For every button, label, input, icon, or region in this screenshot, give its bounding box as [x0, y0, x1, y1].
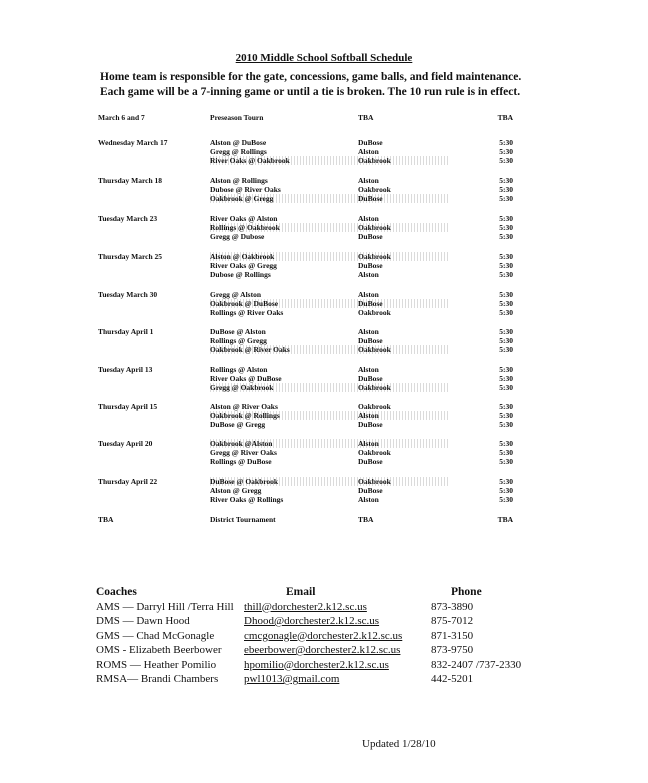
time-text: 5:30: [499, 290, 513, 299]
site-text: Alston: [358, 176, 379, 185]
site-text: Alston: [358, 270, 379, 279]
game-line: [210, 308, 513, 317]
game-line: [210, 147, 513, 156]
games-list: [210, 515, 513, 524]
site-text: Oakbrook: [358, 223, 391, 232]
site-text: Alston: [358, 439, 379, 448]
game-line: [210, 156, 513, 165]
site-text: Oakbrook: [358, 383, 391, 392]
game-line: [210, 486, 513, 495]
time-text: 5:30: [499, 420, 513, 429]
site-text: Alston: [358, 147, 379, 156]
games-list: [210, 252, 513, 279]
coach-email-link[interactable]: hpomilio@dorchester2.k12.sc.us: [244, 658, 389, 671]
site-text: Oakbrook: [358, 345, 391, 354]
matchup-text: River Oaks @ DuBose: [210, 374, 282, 383]
game-line: [210, 345, 513, 354]
time-text: 5:30: [499, 345, 513, 354]
site-text: DuBose: [358, 299, 383, 308]
game-line: [210, 383, 513, 392]
site-text: Alston: [358, 365, 379, 374]
coaches-header: Coaches: [96, 586, 137, 598]
time-text: 5:30: [499, 194, 513, 203]
time-text: 5:30: [499, 327, 513, 336]
game-date: Thursday April 22: [98, 477, 158, 486]
site-text: TBA: [358, 515, 374, 524]
matchup-text: River Oaks @ Oakbrook: [210, 156, 290, 165]
game-line: [210, 439, 513, 448]
coach-name: RMSA— Brandi Chambers: [96, 673, 219, 685]
time-text: 5:30: [499, 374, 513, 383]
coach-name: AMS — Darryl Hill /Terra Hill: [96, 600, 234, 613]
coach-email-link[interactable]: ebeerbower@dorchester2.k12.sc.us: [244, 644, 401, 656]
coaches-contact-table: [96, 585, 556, 687]
matchup-text: River Oaks @ Alston: [210, 214, 278, 223]
contact-row: [96, 629, 556, 644]
time-text: 5:30: [499, 223, 513, 232]
game-line: [210, 261, 513, 270]
site-text: Oakbrook: [358, 477, 391, 486]
contact-row: [96, 658, 556, 673]
game-line: [210, 185, 513, 194]
game-line: [210, 252, 513, 261]
matchup-text: Oakbrook @Alston: [210, 439, 273, 448]
matchup-text: Rollings @ Gregg: [210, 336, 267, 345]
site-text: Alston: [358, 290, 379, 299]
game-line: [210, 365, 513, 374]
site-text: Alston: [358, 327, 379, 336]
site-text: Oakbrook: [358, 402, 391, 411]
matchup-text: Dubose @ Rollings: [210, 270, 271, 279]
time-text: 5:30: [499, 411, 513, 420]
time-text: 5:30: [499, 336, 513, 345]
games-list: [210, 214, 513, 241]
game-date: March 6 and 7: [98, 113, 145, 122]
matchup-text: Dubose @ River Oaks: [210, 185, 281, 194]
time-text: 5:30: [499, 486, 513, 495]
site-text: Oakbrook: [358, 448, 391, 457]
site-text: DuBose: [358, 336, 383, 345]
coach-phone: 873-9750: [431, 644, 474, 656]
contact-row: [96, 600, 556, 615]
site-text: DuBose: [358, 261, 383, 270]
coach-phone: 875-7012: [431, 615, 474, 627]
site-text: Alston: [358, 214, 379, 223]
time-text: 5:30: [499, 232, 513, 241]
game-date: Tuesday March 23: [98, 214, 158, 223]
matchup-text: River Oaks @ Rollings: [210, 495, 284, 504]
rules-note-line-1: Home team is responsible for the gate, concessions, game balls, and field maintenance.: [100, 71, 522, 83]
email-header: Email: [286, 586, 316, 598]
game-line: [210, 327, 513, 336]
matchup-text: Oakbrook @ Gregg: [210, 194, 274, 203]
games-list: [210, 113, 513, 122]
game-line: [210, 374, 513, 383]
matchup-text: Rollings @ DuBose: [210, 457, 272, 466]
matchup-text: DuBose @ Gregg: [210, 420, 266, 429]
matchup-text: Oakbrook @ DuBose: [210, 299, 279, 308]
updated-date: Updated 1/28/10: [362, 738, 436, 750]
matchup-text: Rollings @ River Oaks: [210, 308, 284, 317]
game-line: [210, 194, 513, 203]
site-text: DuBose: [358, 138, 383, 147]
time-text: TBA: [497, 113, 513, 122]
coach-phone: 873-3890: [431, 600, 474, 613]
time-text: 5:30: [499, 365, 513, 374]
site-text: Oakbrook: [358, 308, 391, 317]
time-text: 5:30: [499, 156, 513, 165]
game-line: [210, 515, 513, 524]
games-list: [210, 365, 513, 392]
matchup-text: DuBose @ Oakbrook: [210, 477, 279, 486]
site-text: DuBose: [358, 232, 383, 241]
time-text: 5:30: [499, 457, 513, 466]
site-text: DuBose: [358, 486, 383, 495]
coach-name: OMS - Elizabeth Beerbower: [96, 644, 222, 656]
coach-phone: 832-2407 /737-2330: [431, 658, 522, 671]
time-text: 5:30: [499, 270, 513, 279]
games-list: [210, 439, 513, 466]
matchup-text: District Tournament: [210, 515, 276, 524]
time-text: 5:30: [499, 214, 513, 223]
game-line: [210, 290, 513, 299]
time-text: 5:30: [499, 185, 513, 194]
game-date: TBA: [98, 515, 114, 524]
matchup-text: Oakbrook @ Rollings: [210, 411, 280, 420]
game-line: [210, 223, 513, 232]
contact-row: [96, 614, 556, 629]
games-list: [210, 402, 513, 429]
game-date: Thursday March 18: [98, 176, 163, 185]
contact-row: [96, 672, 556, 687]
game-date: Tuesday April 13: [98, 365, 153, 374]
time-text: 5:30: [499, 448, 513, 457]
coach-name: DMS — Dawn Hood: [96, 615, 190, 627]
game-date: Tuesday March 30: [98, 290, 158, 299]
game-line: [210, 495, 513, 504]
time-text: 5:30: [499, 439, 513, 448]
game-line: [210, 411, 513, 420]
time-text: TBA: [497, 515, 513, 524]
game-date: Thursday April 1: [98, 327, 154, 336]
game-line: [210, 299, 513, 308]
coach-email-link[interactable]: pwl1013@gmail.com: [244, 673, 340, 685]
time-text: 5:30: [499, 147, 513, 156]
coach-phone: 871-3150: [431, 629, 474, 642]
coach-email-link[interactable]: thill@dorchester2.k12.sc.us: [244, 600, 367, 613]
time-text: 5:30: [499, 383, 513, 392]
matchup-text: Rollings @ Alston: [210, 365, 268, 374]
game-line: [210, 270, 513, 279]
matchup-text: Alston @ River Oaks: [210, 402, 278, 411]
coach-phone: 442-5201: [431, 673, 474, 685]
matchup-text: Preseason Tourn: [210, 113, 264, 122]
site-text: Oakbrook: [358, 156, 391, 165]
site-text: DuBose: [358, 420, 383, 429]
coach-email-link[interactable]: Dhood@dorchester2.k12.sc.us: [244, 615, 380, 627]
contacts-header-row: [96, 585, 556, 600]
phone-header: Phone: [451, 586, 482, 598]
matchup-text: Gregg @ Oakbrook: [210, 383, 274, 392]
time-text: 5:30: [499, 176, 513, 185]
contact-row: [96, 643, 556, 658]
matchup-text: River Oaks @ Gregg: [210, 261, 277, 270]
matchup-text: Gregg @ Dubose: [210, 232, 265, 241]
game-line: [210, 402, 513, 411]
site-text: Alston: [358, 411, 379, 420]
matchup-text: Gregg @ River Oaks: [210, 448, 277, 457]
time-text: 5:30: [499, 402, 513, 411]
matchup-text: Gregg @ Alston: [210, 290, 262, 299]
time-text: 5:30: [499, 138, 513, 147]
game-date: Thursday April 15: [98, 402, 158, 411]
time-text: 5:30: [499, 261, 513, 270]
time-text: 5:30: [499, 477, 513, 486]
games-list: [210, 176, 513, 203]
coach-name: ROMS — Heather Pomilio: [96, 658, 217, 671]
matchup-text: Alston @ Oakbrook: [210, 252, 275, 261]
game-line: [210, 448, 513, 457]
site-text: DuBose: [358, 374, 383, 383]
game-line: [210, 113, 513, 122]
matchup-text: Oakbrook @ River Oaks: [210, 345, 290, 354]
game-line: [210, 420, 513, 429]
game-line: [210, 214, 513, 223]
games-list: [210, 290, 513, 317]
game-line: [210, 138, 513, 147]
games-list: [210, 477, 513, 504]
game-line: [210, 232, 513, 241]
site-text: DuBose: [358, 194, 383, 203]
site-text: DuBose: [358, 457, 383, 466]
time-text: 5:30: [499, 495, 513, 504]
site-text: Alston: [358, 495, 379, 504]
page-title: 2010 Middle School Softball Schedule: [235, 52, 413, 64]
time-text: 5:30: [499, 308, 513, 317]
time-text: 5:30: [499, 299, 513, 308]
game-date: Wednesday March 17: [98, 138, 168, 147]
site-text: Oakbrook: [358, 252, 391, 261]
game-line: [210, 457, 513, 466]
game-line: [210, 336, 513, 345]
game-line: [210, 477, 513, 486]
coach-email-link[interactable]: cmcgonagle@dorchester2.k12.sc.us: [244, 629, 403, 642]
matchup-text: Gregg @ Rollings: [210, 147, 267, 156]
site-text: TBA: [358, 113, 374, 122]
matchup-text: Alston @ Rollings: [210, 176, 268, 185]
coach-name: GMS — Chad McGonagle: [96, 629, 215, 642]
games-list: [210, 138, 513, 165]
game-date: Thursday March 25: [98, 252, 163, 261]
site-text: Oakbrook: [358, 185, 391, 194]
game-date: Tuesday April 20: [98, 439, 153, 448]
games-list: [210, 327, 513, 354]
game-line: [210, 176, 513, 185]
matchup-text: Rollings @ Oakbrook: [210, 223, 280, 232]
time-text: 5:30: [499, 252, 513, 261]
matchup-text: DuBose @ Alston: [210, 327, 266, 336]
matchup-text: Alston @ Gregg: [210, 486, 262, 495]
matchup-text: Alston @ DuBose: [210, 138, 267, 147]
rules-note-line-2: Each game will be a 7-inning game or until a tie is broken. The 10 run rule is in effect.: [100, 86, 521, 98]
